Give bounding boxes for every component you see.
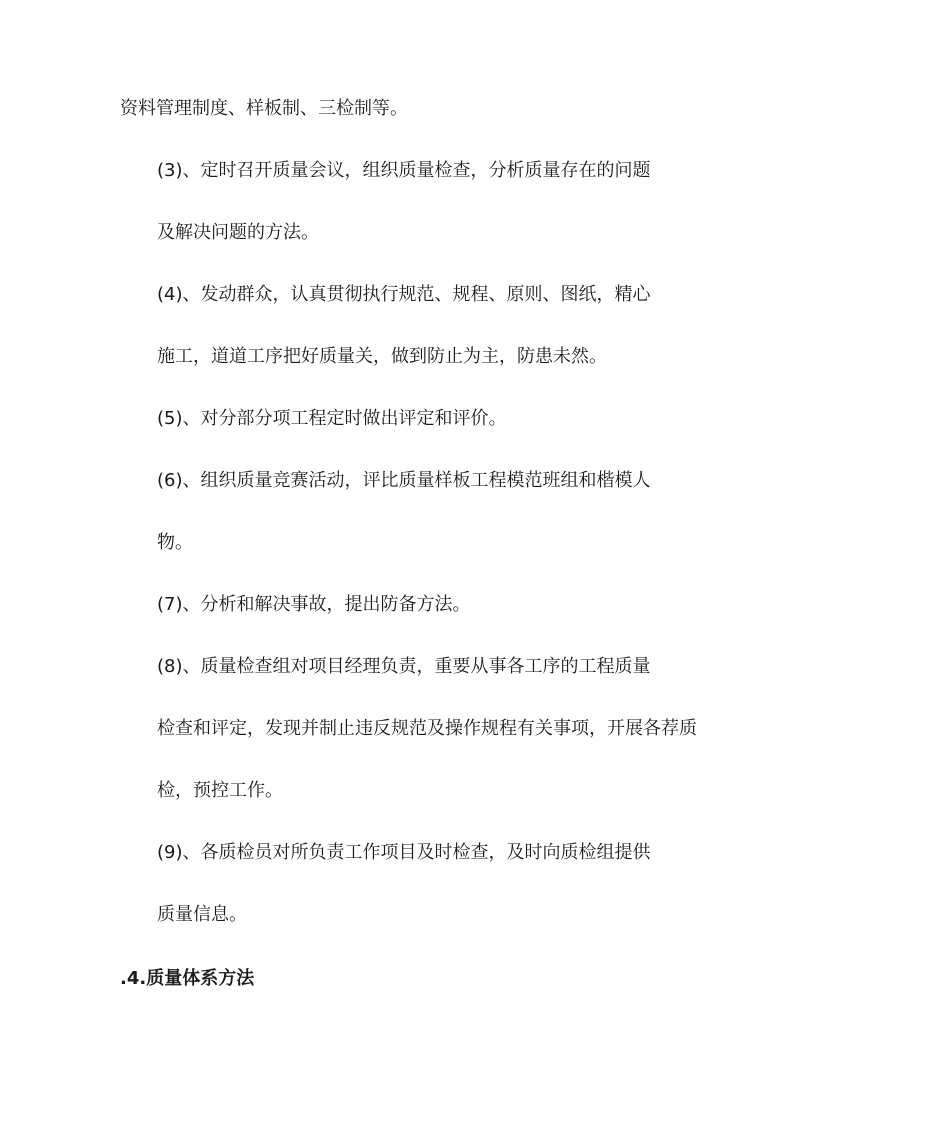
section-heading: .4.质量体系方法 — [120, 968, 255, 989]
text-line-item-8: (8)、质量检查组对项目经理负责，重要从事各工序的工程质量 — [157, 656, 651, 677]
text-line-item-3-cont: 及解决问题的方法。 — [157, 222, 319, 243]
text-line-continuation: 资料管理制度、样板制、三检制等。 — [120, 98, 408, 119]
text-line-item-4: (4)、发动群众，认真贯彻执行规范、规程、原则、图纸，精心 — [157, 284, 651, 305]
text-line-item-9-cont: 质量信息。 — [157, 904, 247, 925]
text-line-item-8-cont-2: 检，预控工作。 — [157, 780, 283, 801]
text-line-item-5: (5)、对分部分项工程定时做出评定和评价。 — [157, 408, 507, 429]
text-line-item-6: (6)、组织质量竞赛活动，评比质量样板工程模范班组和楷模人 — [157, 470, 651, 491]
text-line-item-8-cont: 检查和评定，发现并制止违反规范及操作规程有关事项，开展各荐质 — [157, 718, 697, 739]
text-line-item-4-cont: 施工，道道工序把好质量关，做到防止为主，防患未然。 — [157, 346, 607, 367]
text-line-item-9: (9)、各质检员对所负责工作项目及时检查，及时向质检组提供 — [157, 842, 651, 863]
text-line-item-3: (3)、定时召开质量会议，组织质量检查，分析质量存在的问题 — [157, 160, 651, 181]
text-line-item-6-cont: 物。 — [157, 532, 193, 553]
text-line-item-7: (7)、分析和解决事故，提出防备方法。 — [157, 594, 471, 615]
